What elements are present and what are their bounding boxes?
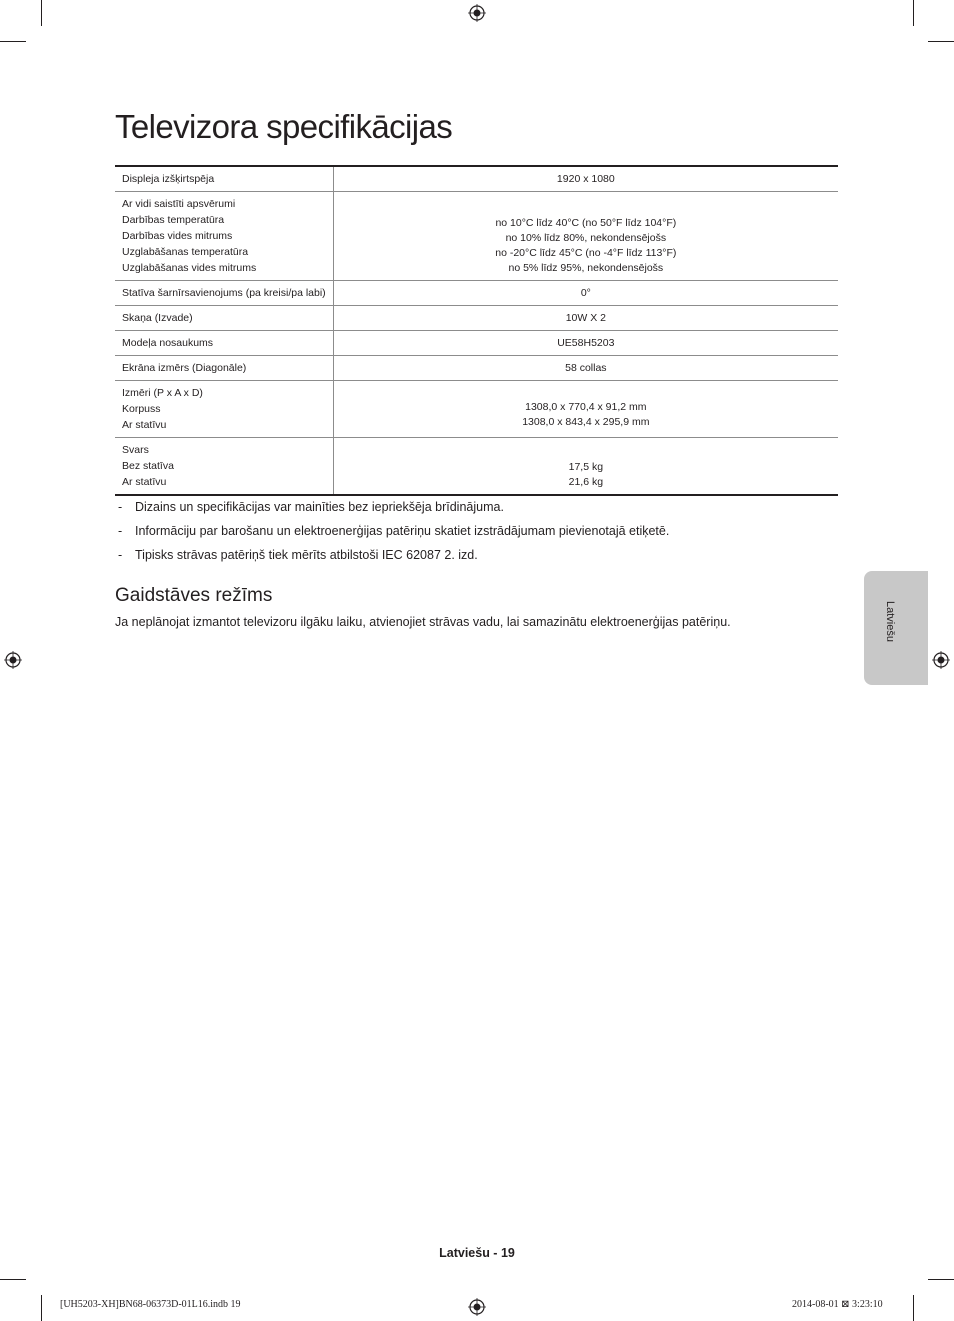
table-row: [115, 331, 838, 356]
note-text: Dizains un specifikācijas var mainīties bez iepriekšēja brīdinājuma.: [135, 500, 504, 514]
print-slug-right: 2014-08-01 ⊠ 3:23:10: [792, 1299, 883, 1310]
spec-label-cell: [115, 438, 333, 496]
crop-mark: [0, 41, 26, 42]
spec-value-cell: [333, 438, 838, 496]
list-dash: -: [118, 500, 123, 514]
section-title: Gaidstāves režīms: [115, 585, 273, 606]
notes-list: [115, 498, 835, 570]
spec-value-cell: [333, 381, 838, 438]
spec-value: 0°: [580, 287, 591, 299]
spec-value: no 10°C līdz 40°C (no 50°F līdz 104°F): [495, 217, 677, 229]
crop-mark: [41, 0, 42, 26]
spec-label: Uzglabāšanas vides mitrums: [122, 262, 257, 274]
spec-label: Ar statīvu: [122, 476, 167, 488]
spec-label: Bez statīva: [122, 460, 174, 472]
spec-label-cell: [115, 166, 333, 192]
language-tab-label: Latviešu: [884, 601, 896, 642]
list-dash: -: [118, 548, 123, 562]
spec-label: Darbības temperatūra: [122, 214, 225, 226]
spec-label: Ar statīvu: [122, 419, 167, 431]
spec-value: no -20°C līdz 45°C (no -4°F līdz 113°F): [495, 247, 677, 259]
spec-label-cell: [115, 331, 333, 356]
registration-mark-icon: [468, 4, 486, 22]
spec-value-cell: [333, 331, 838, 356]
table-row: [115, 438, 838, 496]
table-row: [115, 192, 838, 281]
spec-label: Uzglabāšanas temperatūra: [122, 246, 249, 258]
table-row: [115, 166, 838, 192]
section-text: Ja neplānojat izmantot televizoru ilgāku laiku, atvienojiet strāvas vadu, lai samazinātu elektroenerģijas patēriņu.: [115, 615, 731, 629]
list-item: [115, 498, 835, 522]
spec-label: Izmēri (P x A x D): [122, 387, 203, 399]
spec-label: Displeja izšķirtspēja: [122, 173, 215, 185]
table-row: [115, 381, 838, 438]
spec-label: Ar vidi saistīti apsvērumi: [122, 198, 236, 210]
registration-mark-icon: [468, 1298, 486, 1316]
table-row: [115, 281, 838, 306]
table-row: [115, 356, 838, 381]
note-text: Informāciju par barošanu un elektroenerģijas patēriņu skatiet izstrādājumam pievienotajā etiķetē.: [135, 524, 670, 538]
spec-value: 1308,0 x 843,4 x 295,9 mm: [522, 416, 650, 428]
list-item: [115, 522, 835, 546]
crop-mark: [41, 1295, 42, 1321]
spec-label: Modeļa nosaukums: [122, 337, 214, 349]
crop-mark: [928, 1279, 954, 1280]
note-text: Tipisks strāvas patēriņš tiek mērīts atbilstoši IEC 62087 2. izd.: [135, 548, 478, 562]
crop-mark: [928, 41, 954, 42]
spec-label: Ekrāna izmērs (Diagonāle): [122, 362, 247, 374]
spec-label-cell: [115, 381, 333, 438]
spec-label: Svars: [122, 444, 149, 456]
language-tab: [864, 571, 928, 685]
spec-label: Skaņa (Izvade): [122, 312, 193, 324]
spec-value: UE58H5203: [557, 337, 615, 349]
spec-value: 1920 x 1080: [556, 173, 615, 185]
spec-label-cell: [115, 281, 333, 306]
spec-value: 58 collas: [565, 362, 607, 374]
spec-label: Statīva šarnīrsavienojums (pa kreisi/pa labi): [122, 287, 326, 299]
list-dash: -: [118, 524, 123, 538]
spec-value-cell: [333, 356, 838, 381]
spec-label-cell: [115, 306, 333, 331]
spec-value-cell: [333, 306, 838, 331]
crop-mark: [913, 1295, 914, 1321]
spec-value-cell: [333, 281, 838, 306]
spec-value: no 10% līdz 80%, nekondensējošs: [505, 232, 667, 244]
registration-mark-icon: [4, 651, 22, 669]
page-number: Latviešu - 19: [439, 1246, 515, 1260]
print-slug-left: [UH5203-XH]BN68-06373D-01L16.indb 19: [60, 1299, 241, 1310]
spec-label-cell: [115, 356, 333, 381]
registration-mark-icon: [932, 651, 950, 669]
spec-value-cell: [333, 166, 838, 192]
spec-value: 1308,0 x 770,4 x 91,2 mm: [525, 401, 647, 413]
crop-mark: [0, 1279, 26, 1280]
spec-value: 21,6 kg: [568, 476, 604, 488]
page-title: Televizora specifikācijas: [115, 108, 453, 145]
spec-value-cell: [333, 192, 838, 281]
list-item: [115, 546, 835, 570]
table-row: [115, 306, 838, 331]
spec-value: no 5% līdz 95%, nekondensējošs: [508, 262, 664, 274]
spec-label: Korpuss: [122, 403, 161, 415]
crop-mark: [913, 0, 914, 26]
spec-value: 10W X 2: [565, 312, 606, 324]
spec-table: [115, 165, 838, 496]
spec-value: 17,5 kg: [568, 461, 604, 473]
spec-label-cell: [115, 192, 333, 281]
spec-label: Darbības vides mitrums: [122, 230, 233, 242]
